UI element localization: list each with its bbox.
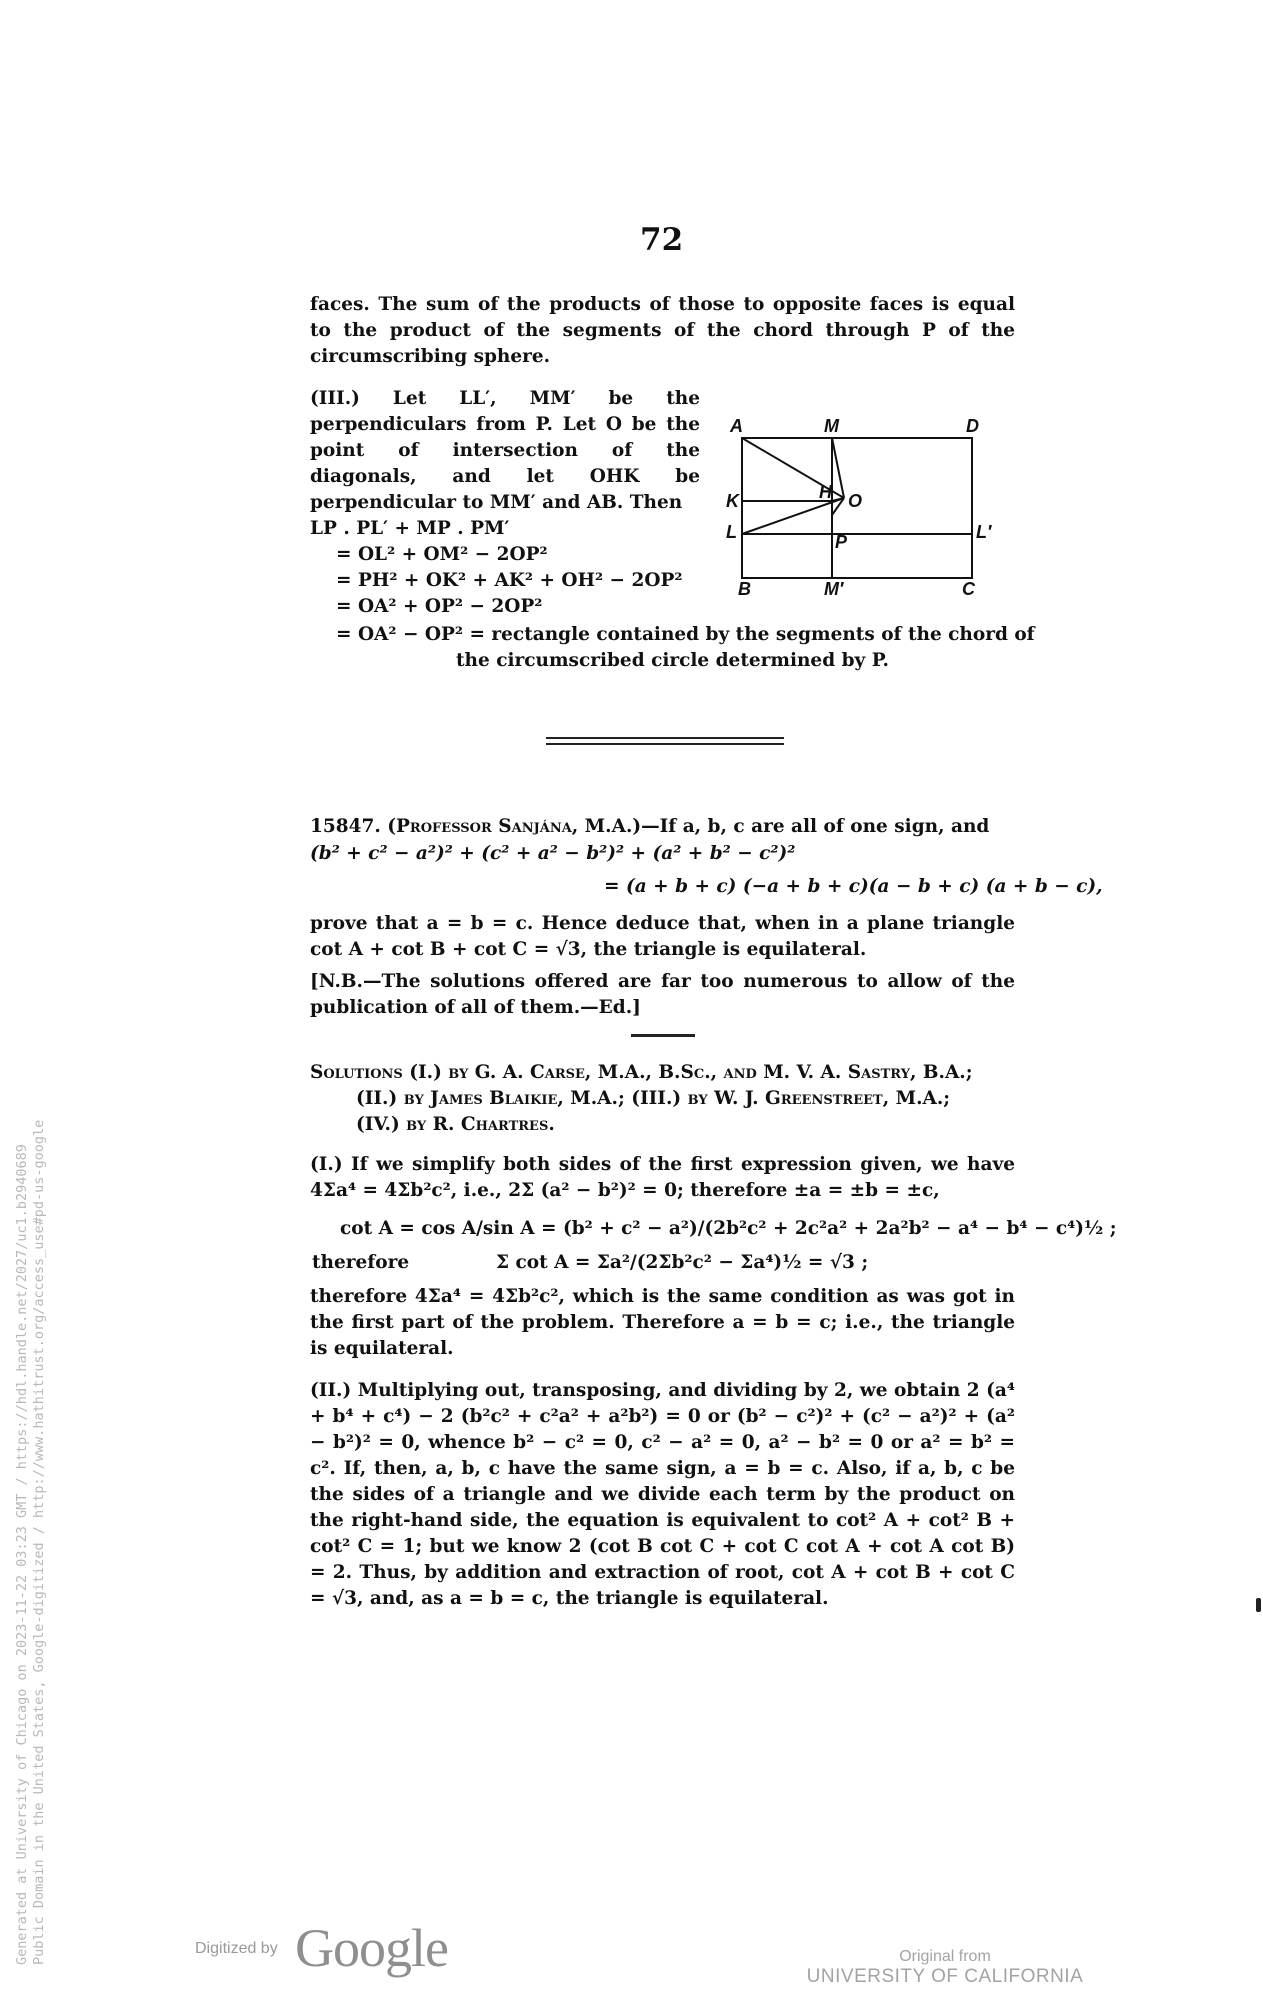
part3-eq4b: the circumscribed circle determined by P. (456, 650, 889, 671)
university-label: UNIVERSITY OF CALIFORNIA (806, 1966, 1084, 1987)
part3-eq4a: = OA² − OP² = rectangle contained by the segments of the chord of (336, 624, 1035, 645)
solutions-line-3: (IV.) by R. Chartres. (356, 1114, 555, 1135)
solutions-line-2: (II.) by James Blaikie, M.A.; (III.) by W. J. Greenstreet, M.A.; (356, 1088, 951, 1109)
label-k: K (726, 491, 739, 511)
problem-eq-left: (b² + c² − a²)² + (c² + a² − b²)² + (a² + b² − c²)² (310, 843, 796, 864)
label-p: P (835, 532, 848, 552)
hathitrust-stamp (14, 1120, 48, 1965)
intro-paragraph: faces. The sum of the products of those to opposite faces is equal to the product of the segments of the chord through P of the circumscribing sphere. (310, 294, 1015, 367)
solution-1-sum-equation: Σ cot A = Σa²/(2Σb²c² − Σa⁴)½ = √3 ; (496, 1252, 869, 1273)
stamp-line-1: Generated at University of Chicago on 2023-11-22 03:23 GMT / https://hdl.handle.net/2027/uc1.b2940689 (14, 1144, 30, 1965)
problem-number: 15847. (310, 816, 381, 837)
section-divider-top (546, 737, 784, 739)
editor-note: [N.B.—The solutions offered are far too numerous to allow of the publication of all of them.—Ed.] (310, 971, 1015, 1018)
original-from-block (805, 1948, 1085, 1988)
google-logo: Google (295, 1918, 448, 1978)
geometry-figure (720, 410, 1000, 600)
solution-1-conclusion: therefore 4Σa⁴ = 4Σb²c², which is the same condition as was got in the first part of the problem. Therefore a = b = c; i.e., the triangle is equilateral. (310, 1286, 1015, 1359)
label-b: B (738, 579, 751, 599)
label-a: A (730, 416, 743, 436)
page-edge-mark (1256, 1598, 1261, 1612)
solution-1-therefore: therefore (312, 1252, 410, 1273)
part3-eq3: = OA² + OP² − 2OP² (336, 596, 543, 617)
stamp-line-2: Public Domain in the United States, Google-digitized / http://www.hathitrust.org/access_use#pd-us-google (31, 1119, 47, 1965)
label-l: L (726, 522, 737, 542)
problem-eq-right: = (a + b + c) (−a + b + c)(a − b + c) (a + b − c), (604, 876, 1103, 897)
original-from-label: Original from (899, 1948, 991, 1965)
problem-statement: If a, b, c are all of one sign, and (659, 816, 990, 837)
section-divider-bottom (546, 743, 784, 745)
label-o: O (848, 491, 863, 511)
label-m: M (824, 416, 839, 436)
problem-proposer: (Professor Sanjána, M.A.)— (387, 816, 660, 837)
solution-1-cot-equation: cot A = cos A/sin A = (b² + c² − a²)/(2b²c² + 2c²a² + 2a²b² − a⁴ − b⁴ − c⁴)½ ; (340, 1218, 1117, 1239)
solutions-line-1: Solutions (I.) by G. A. Carse, M.A., B.Sc., and M. V. A. Sastry, B.A.; (310, 1062, 973, 1083)
label-c: C (962, 579, 975, 599)
part3-eq0: LP . PL′ + MP . PM′ (310, 518, 510, 539)
problem-conclusion: prove that a = b = c. Hence deduce that, when in a plane triangle cot A + cot B + cot C = √3, the triangle is equilateral. (310, 913, 1015, 960)
short-divider (631, 1034, 695, 1037)
part3-paragraph: (III.) Let LL′, MM′ be the perpendiculars from P. Let O be the point of intersection of the diagonals, and let OHK be perpendicular to MM′ and AB. Then (310, 388, 700, 513)
part3-eq2: = PH² + OK² + AK² + OH² − 2OP² (336, 570, 683, 591)
line-mo (832, 438, 844, 498)
solution-2-paragraph: (II.) Multiplying out, transposing, and dividing by 2, we obtain 2 (a⁴ + b⁴ + c⁴) − 2 (b²c² + c²a² + a²b²) = 0 or (b² − c²)² + (c² − a²)² + (a² − b²)² = 0, whence b² − c² = 0, c² − a² = 0, a² − b² = 0 or a² = b² = c². If, then, a, b, c have the same sign, a = b = c. Also, if a, b, c be the sides of a triangle and we divide each term by the product on the right-hand side, the equation is equivalent to cot² A + cot² B + cot² C = 1; but we know 2 (cot B cot C + cot C cot A + cot A cot B) = 2. Thus, by addition and extraction of root, cot A + cot B + cot C = √3, and, as a = b = c, the triangle is equilateral. (310, 1380, 1015, 1609)
solution-1-paragraph: (I.) If we simplify both sides of the first expression given, we have 4Σa⁴ = 4Σb²c², i.e., 2Σ (a² − b²)² = 0; therefore ±a = ±b = ±c, (310, 1154, 1015, 1201)
page-number: 72 (640, 222, 684, 258)
label-h: H (819, 482, 832, 502)
digitized-by-label: Digitized by (195, 1940, 278, 1957)
label-l-prime: L′ (976, 522, 992, 542)
label-d: D (966, 416, 979, 436)
line-lo (742, 498, 844, 534)
part3-eq1: = OL² + OM² − 2OP² (336, 544, 548, 565)
label-m-prime: M′ (824, 579, 844, 599)
problem-heading (310, 814, 1015, 840)
